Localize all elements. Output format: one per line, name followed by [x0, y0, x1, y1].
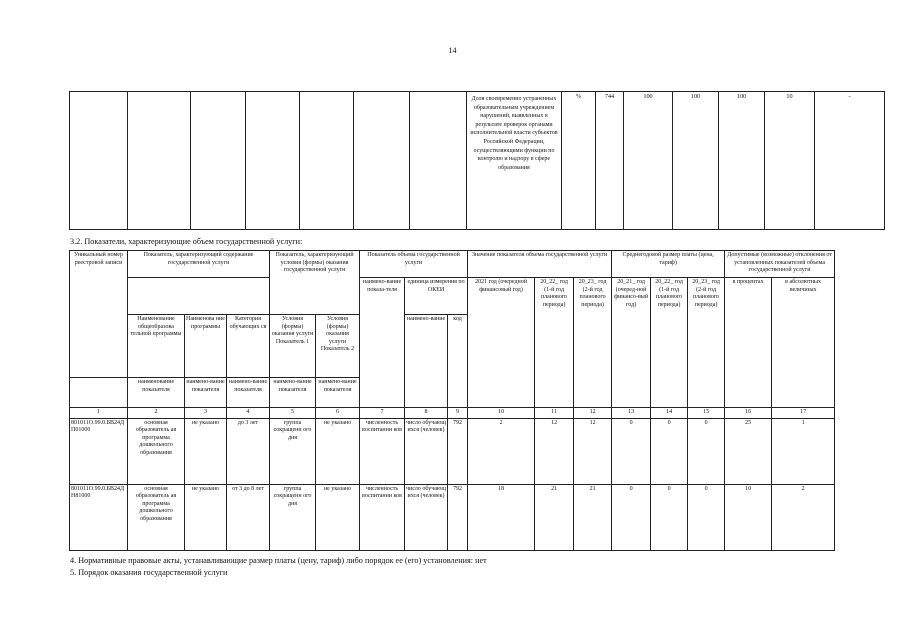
column-number: 8: [405, 408, 448, 419]
table-row: [70, 418, 835, 484]
cell-v2021: 2: [468, 418, 535, 484]
cell-unit-name: число обучающ ихся (человек): [405, 418, 448, 484]
column-number: 13: [612, 408, 651, 419]
empty-cell: [354, 92, 410, 230]
header-blank: [70, 378, 128, 408]
column-number-row: [70, 408, 835, 419]
footer-line-4: 4. Нормативные правовые акты, устанавливающие размер платы (цену, тариф) либо порядок ее (его) установления: нет: [70, 556, 487, 565]
footer-line-5: 5. Порядок оказания государственной услуги: [70, 568, 228, 577]
header-value: Значение показателя объема государственной услуги: [468, 251, 612, 278]
cell-unit-code: 792: [448, 484, 468, 550]
cell-v2023: 21: [574, 484, 612, 550]
header-y2022: 20_22_ год (1-й год планового периода): [535, 278, 574, 408]
header-deviation: Допустимые (возможные) отклонения от установленных показателей объема государственной услуги: [725, 251, 835, 278]
value-2023: 100: [719, 92, 765, 230]
cell-v2022: 21: [535, 484, 574, 550]
sub-name: наименование показателя: [128, 378, 185, 408]
header-p2022: 20_22_ год (1-й год планового периода): [651, 278, 688, 408]
header-vol-unit: единица измерения по ОКЕИ: [405, 278, 468, 315]
code-cell: 744: [596, 92, 624, 230]
sub-name: наимено-вание показателя: [227, 378, 270, 408]
cell-id: 801011О.99.0.БВ24ДН81000: [70, 484, 128, 550]
header-p2023: 20_23_ год (2-й год планового периода): [688, 278, 725, 408]
cell-p2023: 0: [688, 484, 725, 550]
cell-absolute: 1: [772, 418, 835, 484]
column-number: 14: [651, 408, 688, 419]
header-absolute: в абсолютных величинах: [772, 278, 835, 408]
empty-cell: [128, 92, 191, 230]
cell-program: основная образователь ая программа дошкольного образования: [128, 484, 185, 550]
column-number: 2: [128, 408, 185, 419]
header-price: Среднегодовой размер платы (цена, тариф): [612, 251, 725, 278]
percent-cell: 10: [765, 92, 815, 230]
header-y2021: 2021 год (очередной финансовый год): [468, 278, 535, 408]
header-cond2: Условия (формы) оказания услуги Показатель 2: [316, 315, 360, 378]
column-number: 3: [185, 408, 227, 419]
empty-cell: [410, 92, 467, 230]
header-p2021: 20_21_ год (очеред-ной финансо-вый год): [612, 278, 651, 408]
cell-cond2: не указано: [316, 484, 360, 550]
empty-cell: [246, 92, 300, 230]
cell-unit-name: число обучающ ихся (человек): [405, 484, 448, 550]
sub-name: наимено-вание показателя: [185, 378, 227, 408]
cell-percent: 25: [725, 418, 772, 484]
header-edu-program: Наименование общеобразова тельной программы: [128, 315, 185, 378]
column-number: 17: [772, 408, 835, 419]
cell-indicator: численность воспитанни ков: [360, 484, 405, 550]
header-content: Показатель, характеризующий содержание государственной услуги: [128, 251, 270, 278]
column-number: 6: [316, 408, 360, 419]
cell-cond1: группа сокращенн ого дня: [270, 418, 316, 484]
absolute-cell: -: [815, 92, 885, 230]
cell-p2022: 0: [651, 484, 688, 550]
column-number: 11: [535, 408, 574, 419]
cell-category: до 3 лет: [227, 418, 270, 484]
empty-cell: [300, 92, 354, 230]
empty-cell: [70, 92, 128, 230]
header-percent: в процентах: [725, 278, 772, 408]
cell-p2023: 0: [688, 418, 725, 484]
value-2021: 100: [624, 92, 673, 230]
indicator-description: Доля своевременно устраненных образовательным учреждением нарушений, выявленных в результате проверок органами исполнительной власти субъектов Российской Федерации, осуществляющими функции по контролю и надзору в сфере образования: [467, 92, 562, 230]
cell-p2021: 0: [612, 418, 651, 484]
sub-name: наимено-вание показателя: [270, 378, 316, 408]
empty-cell: [191, 92, 246, 230]
cell-p2021: 0: [612, 484, 651, 550]
header-unique-number: Уникальный номер реестровой записи: [70, 251, 128, 378]
cell-unit-code: 792: [448, 418, 468, 484]
column-number: 9: [448, 408, 468, 419]
header-cond1: Условия (формы) оказания услуги Показатель 1: [270, 315, 316, 378]
header-program-name: Наименова ние программы: [185, 315, 227, 378]
column-number: 12: [574, 408, 612, 419]
cell-category: от 3 до 8 лет: [227, 484, 270, 550]
cell-v2023: 12: [574, 418, 612, 484]
cell-v2022: 12: [535, 418, 574, 484]
header-unit-code: код: [448, 315, 468, 408]
column-number: 4: [227, 408, 270, 419]
cell-cond2: не указано: [316, 418, 360, 484]
continuation-table: [69, 91, 885, 230]
header-category: Категория обучающих ся: [227, 315, 270, 378]
column-number: 10: [468, 408, 535, 419]
cell-v2021: 18: [468, 484, 535, 550]
column-number: 15: [688, 408, 725, 419]
column-number: 1: [70, 408, 128, 419]
cell-cond1: группа сокращенн ого дня: [270, 484, 316, 550]
header-volume: Показатель объема государственной услуги: [360, 251, 468, 278]
cell-indicator: численность воспитанни ков: [360, 418, 405, 484]
page-number: 14: [448, 46, 457, 55]
section-title: 3.2. Показатели, характеризующие объем государственной услуги:: [70, 237, 303, 246]
column-number: 16: [725, 408, 772, 419]
cell-p2022: 0: [651, 418, 688, 484]
volume-table: [69, 250, 835, 551]
cell-prog-name: не указано: [185, 418, 227, 484]
cell-program: основная образователь ая программа дошкольного образования: [128, 418, 185, 484]
cell-percent: 10: [725, 484, 772, 550]
sub-name: наимено-вание показателя: [316, 378, 360, 408]
cell-prog-name: не указано: [185, 484, 227, 550]
header-unit-name: наимено-вание: [405, 315, 448, 408]
value-2022: 100: [673, 92, 719, 230]
cell-id: 801011О.99.0.БВ24ДП01000: [70, 418, 128, 484]
header-conditions: Показатель, характеризующий условия (формы) оказания государственной услуги: [270, 251, 360, 315]
header-y2023: 20_23_ год (2-й год планового периода): [574, 278, 612, 408]
column-number: 7: [360, 408, 405, 419]
cell-absolute: 2: [772, 484, 835, 550]
unit-cell: %: [562, 92, 596, 230]
header-content-blank: [128, 278, 270, 315]
column-number: 5: [270, 408, 316, 419]
table-row: [70, 484, 835, 550]
header-vol-name: наимено-вание показа-теля: [360, 278, 405, 408]
